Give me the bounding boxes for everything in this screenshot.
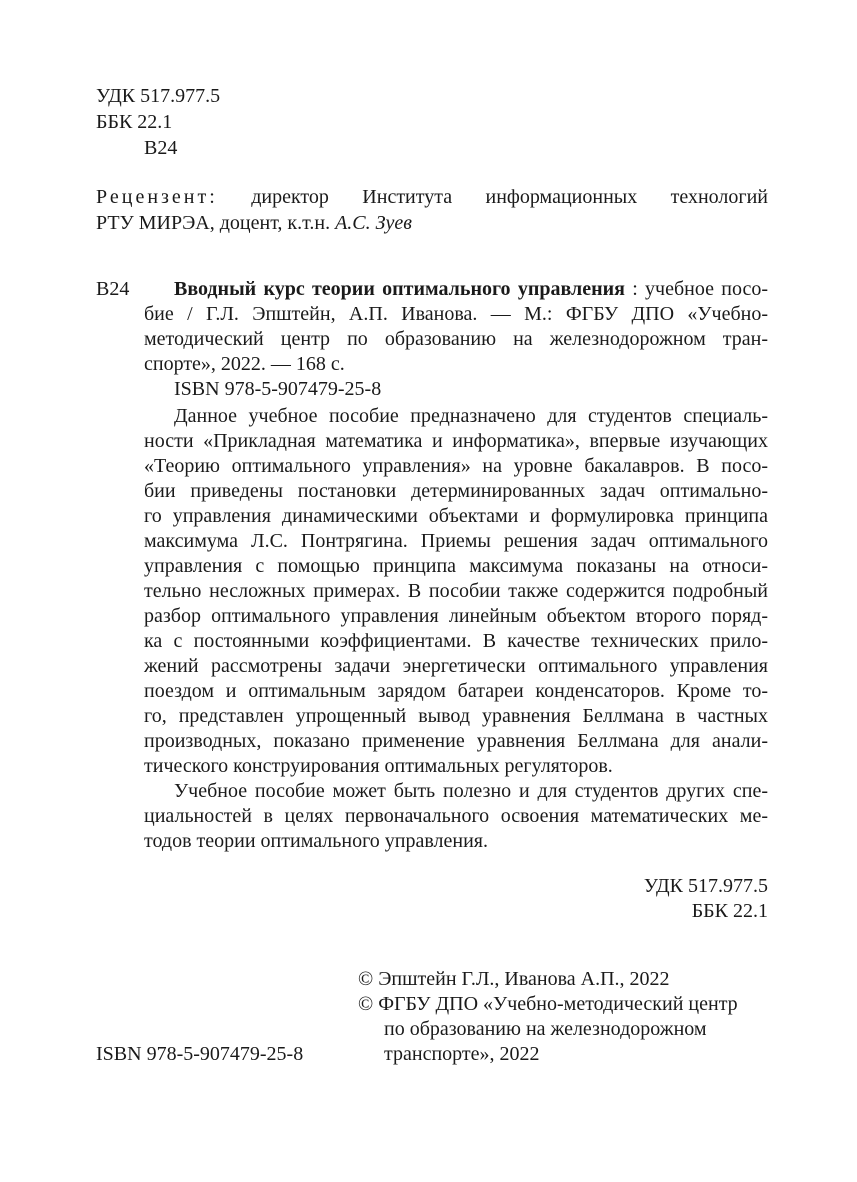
abstract-line: поездом и оптимальным зарядом батареи конденсаторов. Кроме то- <box>144 680 768 702</box>
abstract-line: тельно несложных примерах. В пособии также содержится подробный <box>144 580 768 602</box>
copyright-publisher-year: транспорте», 2022 <box>384 1043 540 1065</box>
abstract-line: го, представлен упрощенный вывод уравнения Беллмана в частных <box>144 705 768 727</box>
abstract-line: тического конструирования оптимальных регуляторов. <box>144 755 613 777</box>
abstract-line: бии приведены постановки детерминированных задач оптимально- <box>144 480 768 502</box>
reviewer-name: А.С. Зуев <box>335 212 412 234</box>
copyright-authors: © Эпштейн Г.Л., Иванова А.П., 2022 <box>358 968 670 990</box>
reviewer-line-1 <box>96 185 768 209</box>
copyright-publisher-cont: по образованию на железнодорожном <box>384 1018 707 1040</box>
udk-code: УДК 517.977.5 <box>96 85 221 107</box>
book-type: : учебное посо- <box>624 278 768 300</box>
bib-line-1 <box>174 277 768 301</box>
bib-line-2: бие / Г.Л. Эпштейн, А.П. Иванова. — М.: ФГБУ ДПО «Учебно- <box>144 303 768 325</box>
abstract-line: ка с постоянными коэффициентами. В качестве технических прило- <box>144 630 768 652</box>
reviewer-affiliation: РТУ МИРЭА, доцент, к.т.н. <box>96 212 336 234</box>
bib-line-4: спорте», 2022. — 168 с. <box>144 353 345 375</box>
abstract-line: разбор оптимального управления линейным объектом второго поряд- <box>144 605 768 627</box>
reviewer-position: директор Института информационных технологий <box>251 186 768 208</box>
abstract-line: го управления динамическими объектами и формулировка принципа <box>144 505 768 527</box>
reviewer-label: Рецензент: <box>96 186 218 208</box>
book-title: Вводный курс теории оптимального управления <box>174 278 625 300</box>
isbn-bottom: ISBN 978-5-907479-25-8 <box>96 1043 304 1065</box>
abstract-line: «Теорию оптимального управления» на уровне бакалавров. В посо- <box>144 455 768 477</box>
bib-isbn: ISBN 978-5-907479-25-8 <box>174 378 382 400</box>
udk-code-right: УДК 517.977.5 <box>643 875 768 897</box>
copyright-publisher: © ФГБУ ДПО «Учебно-методический центр <box>358 993 738 1015</box>
abstract-line: жений рассмотрены задачи энергетически оптимального управления <box>144 655 768 677</box>
abstract-line: тодов теории оптимального управления. <box>144 830 488 852</box>
bbk-code-right: ББК 22.1 <box>691 900 768 922</box>
abstract-line: производных, показано применение уравнения Беллмана для анали- <box>144 730 768 752</box>
abstract-line: управления с помощью принципа максимума показаны на относи- <box>144 555 768 577</box>
abstract-line: ности «Прикладная математика и информатика», впервые изучающих <box>144 430 768 452</box>
abstract-line: Учебное пособие может быть полезно и для студентов других спе- <box>174 780 768 802</box>
bib-line-3: методический центр по образованию на железнодорожном тран- <box>144 328 768 350</box>
reviewer-line-2 <box>96 211 412 235</box>
abstract-line: максимума Л.С. Понтрягина. Приемы решения задач оптимального <box>144 530 768 552</box>
abstract-line: циальностей в целях первоначального освоения математических ме- <box>144 805 768 827</box>
bbk-code: ББК 22.1 <box>96 111 173 133</box>
abstract-line: Данное учебное пособие предназначено для студентов специаль- <box>174 405 768 427</box>
author-mark: В24 <box>144 137 178 159</box>
bib-mark: В24 <box>96 278 130 300</box>
